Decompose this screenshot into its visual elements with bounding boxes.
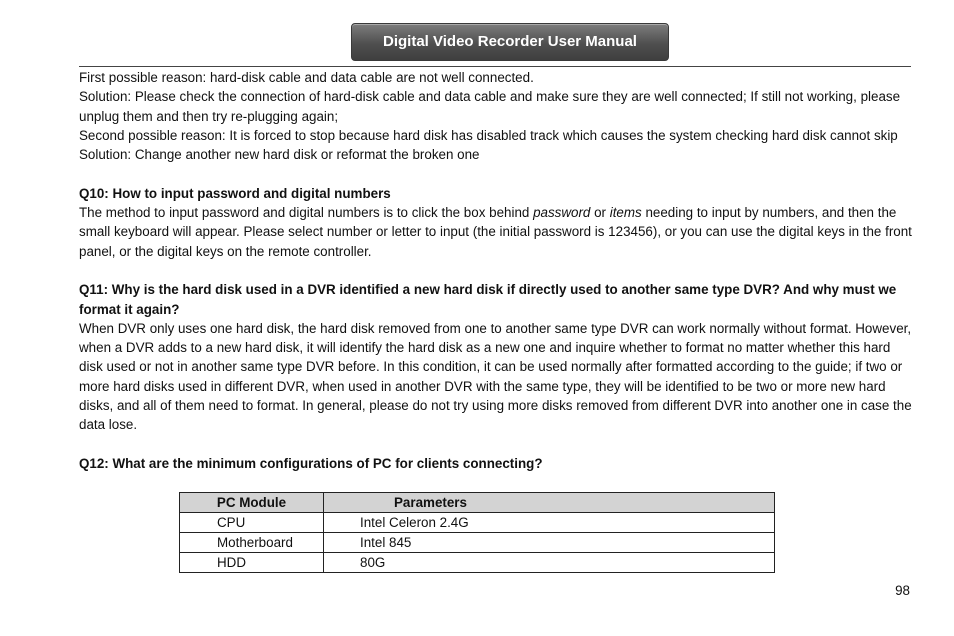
q12-question: Q12: What are the minimum configurations of PC for clients connecting?: [79, 455, 543, 471]
table-row: [180, 553, 775, 573]
possible-reason-1: First possible reason: hard-disk cable and data cable are not well connected.: [79, 70, 534, 85]
paragraph-spacer: [79, 435, 915, 454]
table-cell-parameter: Intel Celeron 2.4G: [324, 513, 775, 533]
solution-1: Solution: Please check the connection of hard-disk cable and data cable and make sure they are well connected; If still not working, please unplug them and then try re-plugging again;: [79, 89, 901, 124]
column-header-parameters: Parameters: [324, 493, 775, 513]
table-cell-module: HDD: [180, 553, 324, 573]
table-cell-parameter: 80G: [324, 553, 775, 573]
page-number: 98: [895, 583, 910, 598]
q10-answer-part-3: needing to input by numbers, and then the small keyboard will appear. Please select number or letter to input (the initial password is 123456), or you can use the digital keys in the front panel, or the digital keys on the remote controller.: [79, 205, 912, 259]
paragraph-spacer: [79, 261, 915, 280]
q11-question: Q11: Why is the hard disk used in a DVR identified a new hard disk if directly used to another same type DVR? And why must we format it again?: [79, 282, 897, 317]
solution-2: Solution: Change another new hard disk or reformat the broken one: [79, 147, 480, 163]
table-cell-module: CPU: [180, 513, 324, 533]
header-divider: [79, 66, 911, 67]
column-header-pc-module: PC Module: [180, 493, 324, 513]
manual-title-badge: [351, 23, 669, 61]
q11-answer: When DVR only uses one hard disk, the hard disk removed from one to another same type DVR can work normally without format. However, when a DVR adds to a new hard disk, it will identify the hard disk as a new one and inquire whether to format no matter whether this hard disk used or not in another same type DVR before. In this condition, it can be used normally after formatted according to the guide; if two or more hard disks used in different DVR, when used in another DVR with the same type, they will be identified to be two or more new hard disks, and all of them need to format. In general, please do not try using more disks removed from different DVR into another one in case the data lose.: [79, 320, 912, 433]
q10-answer-part-2: or: [590, 205, 610, 221]
paragraph-spacer: [79, 164, 915, 183]
table-row: [180, 533, 775, 553]
table-row: [180, 513, 775, 533]
q10-answer: [79, 203, 915, 261]
q10-answer-password-term: password: [533, 205, 591, 221]
q10-question: Q10: How to input password and digital numbers: [79, 185, 391, 201]
table-header-row: [180, 493, 775, 513]
document-body: [79, 68, 915, 473]
q10-answer-part-1: The method to input password and digital numbers is to click the box behind: [79, 205, 534, 221]
pc-requirements-table: [179, 492, 775, 573]
table-cell-parameter: Intel 845: [324, 533, 775, 553]
manual-title: Digital Video Recorder User Manual: [383, 33, 637, 50]
q10-answer-items-term: items: [609, 205, 642, 221]
possible-reason-2: Second possible reason: It is forced to stop because hard disk has disabled track which causes the system checking hard disk cannot skip: [79, 127, 898, 143]
table-cell-module: Motherboard: [180, 533, 324, 553]
